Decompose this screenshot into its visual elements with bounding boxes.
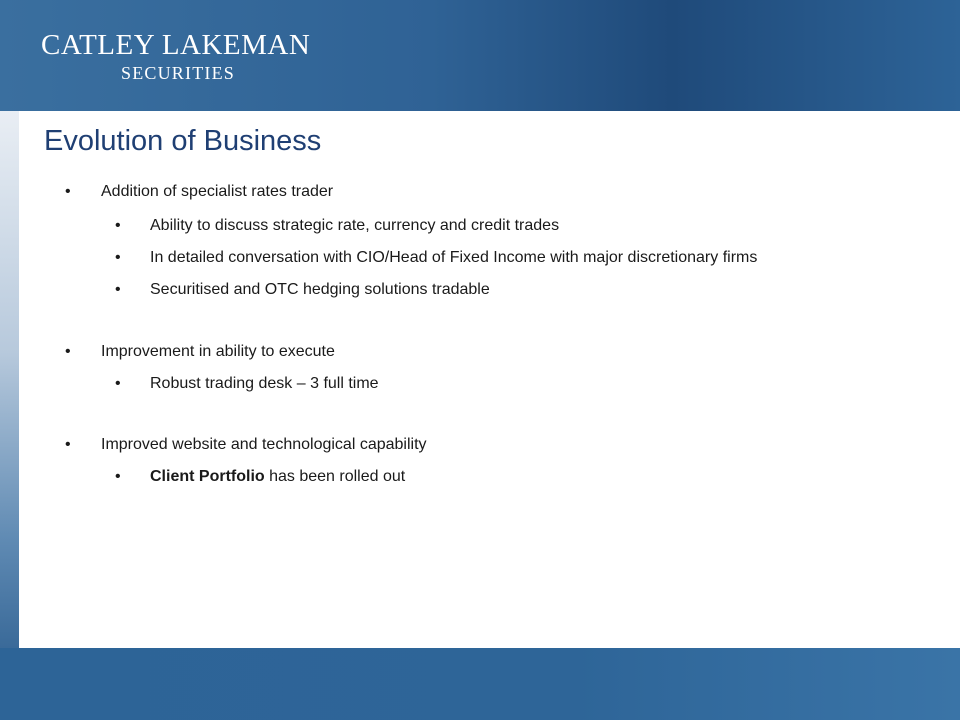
bullet-marker: • — [65, 183, 71, 200]
bullet-text: Improved website and technological capability — [101, 436, 427, 453]
bullet-marker: • — [115, 217, 121, 234]
bullet-text: Ability to discuss strategic rate, currency and credit trades — [150, 217, 560, 234]
bullet-text: Securitised and OTC hedging solutions tradable — [150, 281, 490, 298]
bullet-text — [150, 468, 405, 486]
bullet-text: Improvement in ability to execute — [101, 343, 335, 360]
bullet-text: In detailed conversation with CIO/Head of Fixed Income with major discretionary firms — [150, 249, 758, 266]
bullet-marker: • — [115, 249, 121, 266]
bullet-marker: • — [115, 281, 121, 298]
bullet-text: Addition of specialist rates trader — [101, 183, 334, 200]
company-logo-name: CATLEY LAKEMAN — [41, 29, 311, 61]
bullet-marker: • — [115, 468, 121, 485]
footer-band — [0, 648, 960, 720]
bullet-rest-text: has been rolled out — [264, 468, 406, 485]
bullet-text: Robust trading desk – 3 full time — [150, 375, 379, 392]
bullet-marker: • — [65, 343, 71, 360]
bullet-bold-text: Client Portfolio — [150, 468, 265, 485]
bullet-marker: • — [115, 375, 121, 392]
left-accent-strip — [0, 111, 19, 648]
slide-title: Evolution of Business — [44, 125, 322, 157]
company-logo-subtitle: SECURITIES — [121, 63, 236, 83]
bullet-marker: • — [65, 436, 71, 453]
